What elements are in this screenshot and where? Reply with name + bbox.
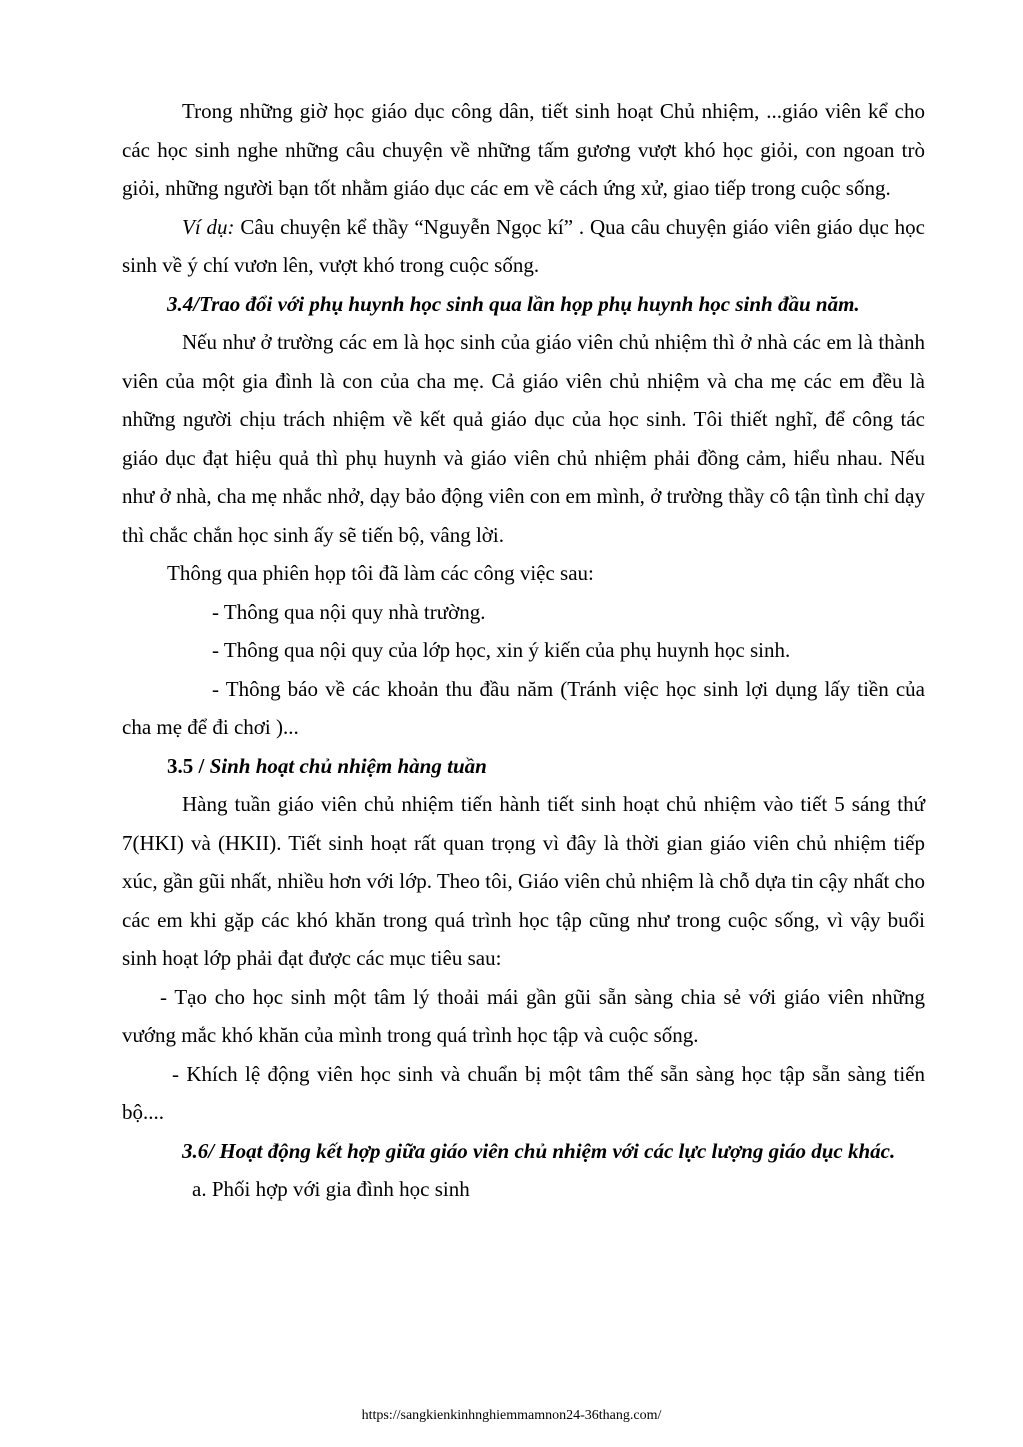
footer-url: https://sangkienkinhnghiemmamnon24-36thang.com/	[361, 1408, 662, 1423]
heading-3-5	[122, 747, 925, 786]
paragraph-family-coordination: a. Phối hợp với gia đình học sinh	[192, 1177, 470, 1201]
list-item-comfortable-mindset: - Tạo cho học sinh một tâm lý thoải mái gần gũi sẵn sàng chia sẻ với giáo viên những vướng mắc khó khăn của mình trong quá trình học tập và cuộc sống.	[122, 984, 925, 1047]
paragraph-example	[122, 208, 925, 285]
list-item-class-rules: - Thông qua nội quy của lớp học, xin ý kiến của phụ huynh học sinh.	[212, 638, 791, 662]
paragraph-meeting-intro: Thông qua phiên họp tôi đã làm các công việc sau:	[167, 561, 594, 585]
paragraph-weekly-activity: Hàng tuần giáo viên chủ nhiệm tiến hành tiết sinh hoạt chủ nhiệm vào tiết 5 sáng thứ 7(HKI) và (HKII). Tiết sinh hoạt rất quan trọng vì đây là thời gian giáo viên chủ nhiệm tiếp xúc, gần gũi nhất, nhiều hơn với lớp. Theo tôi, Giáo viên chủ nhiệm là chỗ dựa tin cậy nhất cho các em khi gặp các khó khăn trong quá trình học tập cũng như trong cuộc sống, vì vậy buổi sinh hoạt lớp phải đạt được các mục tiêu sau:	[122, 792, 925, 970]
paragraph-civic-stories: Trong những giờ học giáo dục công dân, tiết sinh hoạt Chủ nhiệm, ...giáo viên kể cho các học sinh nghe những câu chuyện về những tấm gương vượt khó học giỏi, con ngoan trò giỏi, những người bạn tốt nhằm giáo dục các em về cách ứng xử, giao tiếp trong cuộc sống.	[122, 99, 925, 200]
heading-3-6: 3.6/ Hoạt động kết hợp giữa giáo viên chủ nhiệm với các lực lượng giáo dục khác.	[182, 1138, 896, 1163]
heading-3-4: 3.4/Trao đổi với phụ huynh học sinh qua lần họp phụ huynh học sinh đầu năm.	[167, 291, 860, 316]
list-item-school-rules: - Thông qua nội quy nhà trường.	[212, 599, 486, 624]
document-body	[122, 92, 925, 1209]
heading-3-5-title: Sinh hoạt chủ nhiệm hàng tuần	[209, 753, 487, 778]
example-text: Câu chuyện kể thầy “Nguyễn Ngọc kí” . Qua câu chuyện giáo viên giáo dục học sinh về ý chí vươn lên, vượt khó trong cuộc sống.	[122, 214, 925, 277]
example-label: Ví dụ:	[182, 214, 235, 239]
list-item-fees: - Thông báo về các khoản thu đầu năm (Tránh việc học sinh lợi dụng lấy tiền của cha mẹ để đi chơi )...	[122, 676, 925, 739]
list-item-encourage-students: - Khích lệ động viên học sinh và chuẩn bị một tâm thế sẵn sàng học tập sẵn sàng tiến bộ....	[122, 1061, 925, 1124]
paragraph-parents-teachers: Nếu như ở trường các em là học sinh của giáo viên chủ nhiệm thì ở nhà các em là thành viên của một gia đình là con của cha mẹ. Cả giáo viên chủ nhiệm và cha mẹ các em đều là những người chịu trách nhiệm về kết quả giáo dục của học sinh. Tôi thiết nghĩ, để công tác giáo dục đạt hiệu quả thì phụ huynh và giáo viên chủ nhiệm phải đồng cảm, hiểu nhau. Nếu như ở nhà, cha mẹ nhắc nhở, dạy bảo động viên con em mình, ở trường thầy cô tận tình chỉ dạy thì chắc chắn học sinh ấy sẽ tiến bộ, vâng lời.	[122, 330, 925, 547]
heading-3-5-number: 3.5 /	[167, 753, 210, 778]
